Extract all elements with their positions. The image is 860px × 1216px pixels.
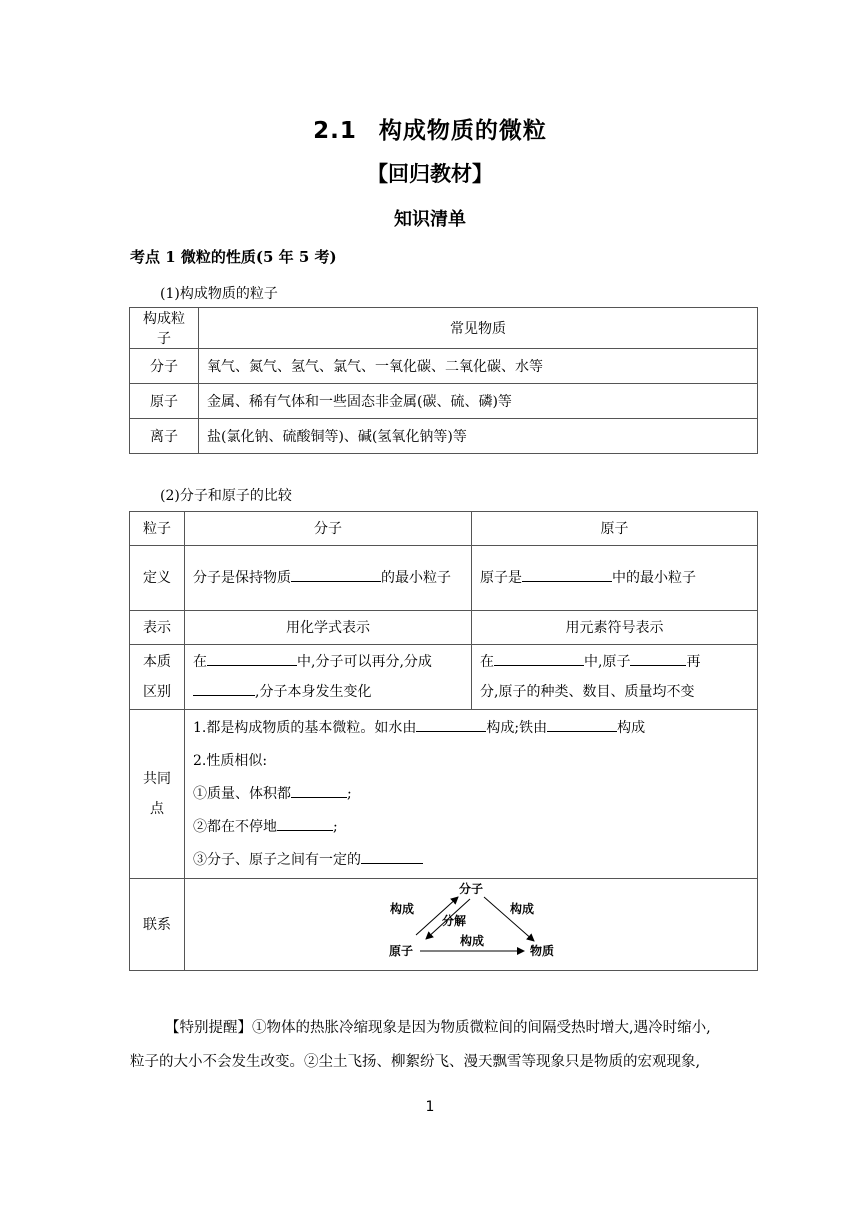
table-header-cell: 粒子 bbox=[130, 512, 185, 546]
fill-blank[interactable] bbox=[291, 567, 381, 582]
fill-blank[interactable] bbox=[207, 651, 297, 666]
text: ; bbox=[347, 785, 352, 802]
text: 分子是保持物质 bbox=[193, 570, 291, 586]
fill-blank[interactable] bbox=[522, 567, 612, 582]
fill-blank[interactable] bbox=[494, 651, 584, 666]
text: 本质 bbox=[143, 654, 171, 670]
table-cell bbox=[185, 710, 758, 879]
text: 再 bbox=[686, 654, 701, 670]
table-row bbox=[130, 611, 758, 645]
diagram-form-label: 构成 bbox=[459, 934, 485, 948]
table-cell bbox=[472, 546, 758, 611]
note-line: 粒子的大小不会发生改变。②尘土飞扬、柳絮纷飞、漫天飘雪等现象只是物质的宏观现象, bbox=[130, 1054, 701, 1070]
text: ; bbox=[333, 818, 338, 835]
table-cell: 氧气、氮气、氢气、氯气、一氧化碳、二氧化碳、水等 bbox=[199, 349, 758, 384]
table-row bbox=[130, 512, 758, 546]
text: 1.都是构成物质的基本微粒。如水由 bbox=[193, 719, 417, 736]
table-header-cell: 构成粒子 bbox=[130, 308, 199, 349]
table-header-cell: 常见物质 bbox=[199, 308, 758, 349]
diagram-decompose-label: 分解 bbox=[441, 914, 467, 928]
table-header-cell: 分子 bbox=[185, 512, 472, 546]
table-cell: 原子 bbox=[130, 384, 199, 419]
text: 中的最小粒子 bbox=[612, 570, 696, 586]
subtitle: 【回归教材】 bbox=[367, 162, 493, 186]
table-cell bbox=[185, 546, 472, 611]
page-title bbox=[0, 112, 860, 145]
table-cell bbox=[185, 879, 758, 971]
table-cell: 定义 bbox=[130, 546, 185, 611]
table-row bbox=[130, 308, 758, 349]
table-cell: 盐(氯化钠、硫酸铜等)、碱(氢氧化钠等)等 bbox=[199, 419, 758, 454]
text: 的最小粒子 bbox=[381, 570, 451, 586]
diagram-atom: 原子 bbox=[388, 944, 414, 958]
table-row bbox=[130, 384, 758, 419]
text: 在 bbox=[193, 654, 207, 670]
common-line bbox=[193, 844, 749, 877]
text: 在 bbox=[480, 654, 494, 670]
table-row bbox=[130, 419, 758, 454]
diagram-molecule: 分子 bbox=[458, 882, 484, 896]
text: 构成;铁由 bbox=[486, 719, 548, 736]
title-number: 2.1 bbox=[313, 118, 357, 144]
table-cell: 用元素符号表示 bbox=[472, 611, 758, 645]
table-cell: 金属、稀有气体和一些固态非金属(碳、硫、磷)等 bbox=[199, 384, 758, 419]
common-line bbox=[193, 778, 749, 811]
table-header-cell: 原子 bbox=[472, 512, 758, 546]
common-line bbox=[193, 811, 749, 844]
table-cell: 共同点 bbox=[130, 710, 185, 879]
table-row bbox=[130, 349, 758, 384]
note-line: 【特别提醒】①物体的热胀冷缩现象是因为物质微粒间的间隔受热时增大,遇冷时缩小, bbox=[165, 1020, 711, 1036]
table2-caption: (2)分子和原子的比较 bbox=[160, 488, 292, 504]
kaodian-heading: 考点 1 微粒的性质(5 年 5 考) bbox=[130, 248, 337, 266]
text: 构成 bbox=[617, 719, 646, 736]
fill-blank[interactable] bbox=[291, 783, 347, 798]
common-line bbox=[193, 712, 749, 745]
text: 原子是 bbox=[480, 570, 522, 586]
section-heading: 知识清单 bbox=[394, 209, 466, 230]
text: 中,原子 bbox=[584, 654, 631, 670]
table1-caption: (1)构成物质的粒子 bbox=[160, 286, 278, 302]
fill-blank[interactable] bbox=[277, 816, 333, 831]
table-cell: 用化学式表示 bbox=[185, 611, 472, 645]
table-row bbox=[130, 710, 758, 879]
table-cell bbox=[130, 645, 185, 710]
text: ②都在不停地 bbox=[193, 818, 277, 835]
comparison-table bbox=[129, 511, 758, 971]
common-line: 2.性质相似: bbox=[193, 752, 268, 769]
text: 中,分子可以再分,分成 bbox=[297, 654, 432, 670]
table-cell bbox=[185, 645, 472, 710]
table-row bbox=[130, 879, 758, 971]
particles-table bbox=[129, 307, 758, 454]
page-number: 1 bbox=[425, 1099, 435, 1115]
fill-blank[interactable] bbox=[416, 717, 486, 732]
text: 分,原子的种类、数目、质量均不变 bbox=[480, 684, 695, 700]
table-cell: 离子 bbox=[130, 419, 199, 454]
text: ③分子、原子之间有一定的 bbox=[193, 851, 361, 868]
title-text: 构成物质的微粒 bbox=[378, 118, 547, 144]
diagram-form-label: 构成 bbox=[389, 902, 415, 916]
table-cell: 分子 bbox=[130, 349, 199, 384]
text: 区别 bbox=[143, 684, 171, 700]
diagram-form-label: 构成 bbox=[509, 902, 535, 916]
fill-blank[interactable] bbox=[630, 651, 686, 666]
table-cell: 表示 bbox=[130, 611, 185, 645]
fill-blank[interactable] bbox=[193, 681, 255, 696]
fill-blank[interactable] bbox=[361, 849, 423, 864]
table-row bbox=[130, 645, 758, 710]
table-row bbox=[130, 546, 758, 611]
table-cell: 联系 bbox=[130, 879, 185, 971]
text: ,分子本身发生变化 bbox=[255, 684, 372, 700]
text: ①质量、体积都 bbox=[193, 785, 291, 802]
fill-blank[interactable] bbox=[547, 717, 617, 732]
diagram-substance: 物质 bbox=[529, 944, 555, 958]
relationship-diagram bbox=[386, 879, 556, 959]
table-cell bbox=[472, 645, 758, 710]
